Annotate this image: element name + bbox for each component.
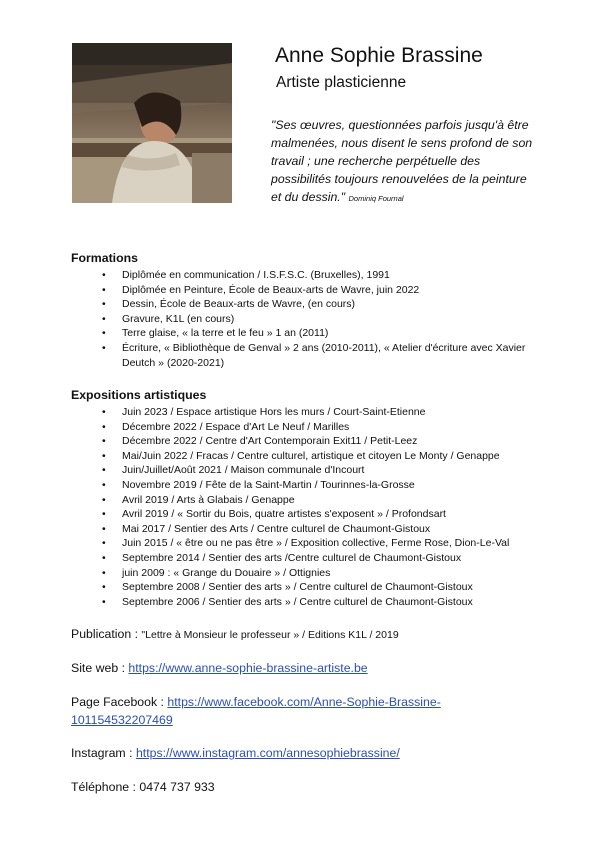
formations-item: • Écriture, « Bibliothèque de Genval » 2 ans (2010-2011), « Atelier d'écriture avec Xavier Deutch » (2020-2021) (94, 341, 544, 370)
expositions-list (94, 405, 544, 609)
publication-label: Publication : (71, 627, 142, 641)
formations-item: • Diplômée en Peinture, École de Beaux-arts de Wavre, juin 2022 (94, 283, 544, 298)
quote-block (271, 116, 533, 208)
expositions-item: • Septembre 2014 / Sentier des arts /Centre culturel de Chaumont-Gistoux (94, 551, 544, 566)
expositions-item: • Avril 2019 / « Sortir du Bois, quatre artistes s'exposent » / Profondsart (94, 507, 544, 522)
facebook-link-continued (71, 713, 173, 727)
publication-value: "Lettre à Monsieur le professeur » / Editions K1L / 2019 (141, 629, 399, 641)
expositions-item: • Juin/Juillet/Août 2021 / Maison communale d'Incourt (94, 463, 544, 478)
formations-item: • Terre glaise, « la terre et le feu » 1 an (2011) (94, 326, 544, 341)
formations-list (94, 268, 544, 370)
expositions-item: • Juin 2015 / « être ou ne pas être » / Exposition collective, Ferme Rose, Dion-Le-Val (94, 536, 544, 551)
formations-item: • Diplômée en communication / I.S.F.S.C. (Bruxelles), 1991 (94, 268, 544, 283)
expositions-item: • juin 2009 : « Grange du Douaire » / Ottignies (94, 566, 544, 581)
quote-author: Dominiq Fournal (348, 194, 404, 203)
expositions-item: • Mai/Juin 2022 / Fracas / Centre culturel, artistique et citoyen Le Monty / Genappe (94, 449, 544, 464)
expositions-item: • Décembre 2022 / Centre d'Art Contemporain Exit11 / Petit-Leez (94, 434, 544, 449)
artist-photo-illustration (72, 43, 232, 203)
formations-title: Formations (71, 251, 138, 265)
expositions-item: • Novembre 2019 / Fête de la Saint-Martin / Tourinnes-la-Grosse (94, 478, 544, 493)
website-line (71, 661, 368, 675)
formations-item: • Dessin, École de Beaux-arts de Wavre, (en cours) (94, 297, 544, 312)
expositions-item: • Mai 2017 / Sentier des Arts / Centre culturel de Chaumont-Gistoux (94, 522, 544, 537)
expositions-item: • Juin 2023 / Espace artistique Hors les murs / Court-Saint-Etienne (94, 405, 544, 420)
artist-name: Anne Sophie Brassine (275, 44, 483, 67)
expositions-item: • Avril 2019 / Arts à Glabais / Genappe (94, 493, 544, 508)
quote-text: "Ses œuvres, questionnées parfois jusqu'à être malmenées, nous disent le sens profond de son travail ; une recherche perpétuelle des possibilités toujours renouvelées de la peinture et du dessin." (271, 118, 533, 204)
website-link[interactable]: https://www.anne-sophie-brassine-artiste.be (128, 661, 368, 675)
instagram-label: Instagram : (71, 746, 136, 760)
instagram-link[interactable]: https://www.instagram.com/annesophiebrassine/ (135, 746, 400, 760)
website-label: Site web : (71, 661, 129, 675)
artist-role: Artiste plasticienne (276, 74, 407, 91)
phone-label: Téléphone : (71, 780, 140, 794)
phone-line (71, 780, 215, 794)
facebook-label: Page Facebook : (71, 695, 168, 709)
expositions-item: • Décembre 2022 / Espace d'Art Le Neuf / Marilles (94, 420, 544, 435)
facebook-line (71, 695, 441, 709)
formations-item: • Gravure, K1L (en cours) (94, 312, 544, 327)
phone-value: 0474 737 933 (139, 780, 215, 794)
expositions-title: Expositions artistiques (71, 388, 207, 402)
facebook-link[interactable]: https://www.facebook.com/Anne-Sophie-Brassine- (167, 695, 441, 709)
instagram-line (71, 746, 400, 760)
artist-photo (72, 43, 232, 203)
expositions-item: • Septembre 2006 / Sentier des arts » / Centre culturel de Chaumont-Gistoux (94, 595, 544, 610)
expositions-item: • Septembre 2008 / Sentier des arts » / Centre culturel de Chaumont-Gistoux (94, 580, 544, 595)
facebook-link-id[interactable]: 101154532207469 (71, 713, 173, 727)
publication-line (71, 627, 399, 641)
